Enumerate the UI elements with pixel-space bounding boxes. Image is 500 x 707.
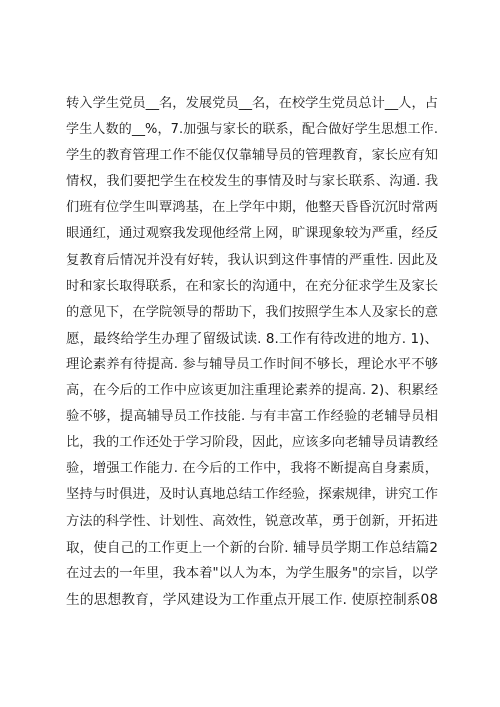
text-line: 验不够，提高辅导员工作技能. 与有丰富工作经验的老辅导员相	[66, 409, 438, 425]
text-line: 学生的教育管理工作不能仅仅靠辅导员的管理教育，家长应有知	[66, 148, 438, 164]
text-line: 时和家长取得联系，在和家长的沟通中，在充分征求学生及家长	[66, 278, 438, 294]
text-line: 高，在今后的工作中应该更加注重理论素养的提高. 2)、积累经	[66, 383, 438, 399]
text-line: 转入学生党员__名，发展党员__名，在校学生党员总计__人，占	[66, 96, 438, 111]
text-line: 方法的科学性、计划性、高效性，锐意改革，勇于创新，开拓进	[66, 513, 438, 529]
text-line: 坚持与时俱进，及时认真地总结工作经验，探索规律，讲究工作	[66, 487, 438, 503]
text-line: 复教育后情况并没有好转，我认识到这件事情的严重性. 因此及	[66, 252, 438, 268]
text-line: 们班有位学生叫覃鸿基，在上学年中期，他整天昏昏沉沉时常两	[66, 200, 438, 216]
text-line: 眼通红，通过观察我发现他经常上网，旷课现象较为严重，经反	[66, 226, 438, 242]
document-body-text	[66, 91, 438, 613]
text-line: 理论素养有待提高. 参与辅导员工作时间不够长，理论水平不够	[66, 356, 438, 372]
text-line: 的意见下，在学院领导的帮助下，我们按照学生本人及家长的意	[66, 304, 438, 320]
text-line: 学生人数的__%，7.加强与家长的联系，配合做好学生思想工作.	[66, 122, 438, 138]
text-line: 生的思想教育，学风建设为工作重点开展工作. 使原控制系08	[66, 591, 438, 608]
text-line: 取，使自己的工作更上一个新的台阶. 辅导员学期工作总结篇2	[66, 539, 438, 556]
text-line: 比，我的工作还处于学习阶段，因此，应该多向老辅导员请教经	[66, 435, 438, 451]
text-line: 情权，我们要把学生在校发生的事情及时与家长联系、沟通. 我	[66, 174, 438, 190]
text-line: 验，增强工作能力. 在今后的工作中，我将不断提高自身素质，	[66, 461, 438, 477]
text-line: 在过去的一年里，我本着"以人为本，为学生服务"的宗旨，以学	[66, 565, 438, 581]
text-line: 愿，最终给学生办理了留级试读. 8.工作有待改进的地方. 1)、	[66, 330, 438, 347]
